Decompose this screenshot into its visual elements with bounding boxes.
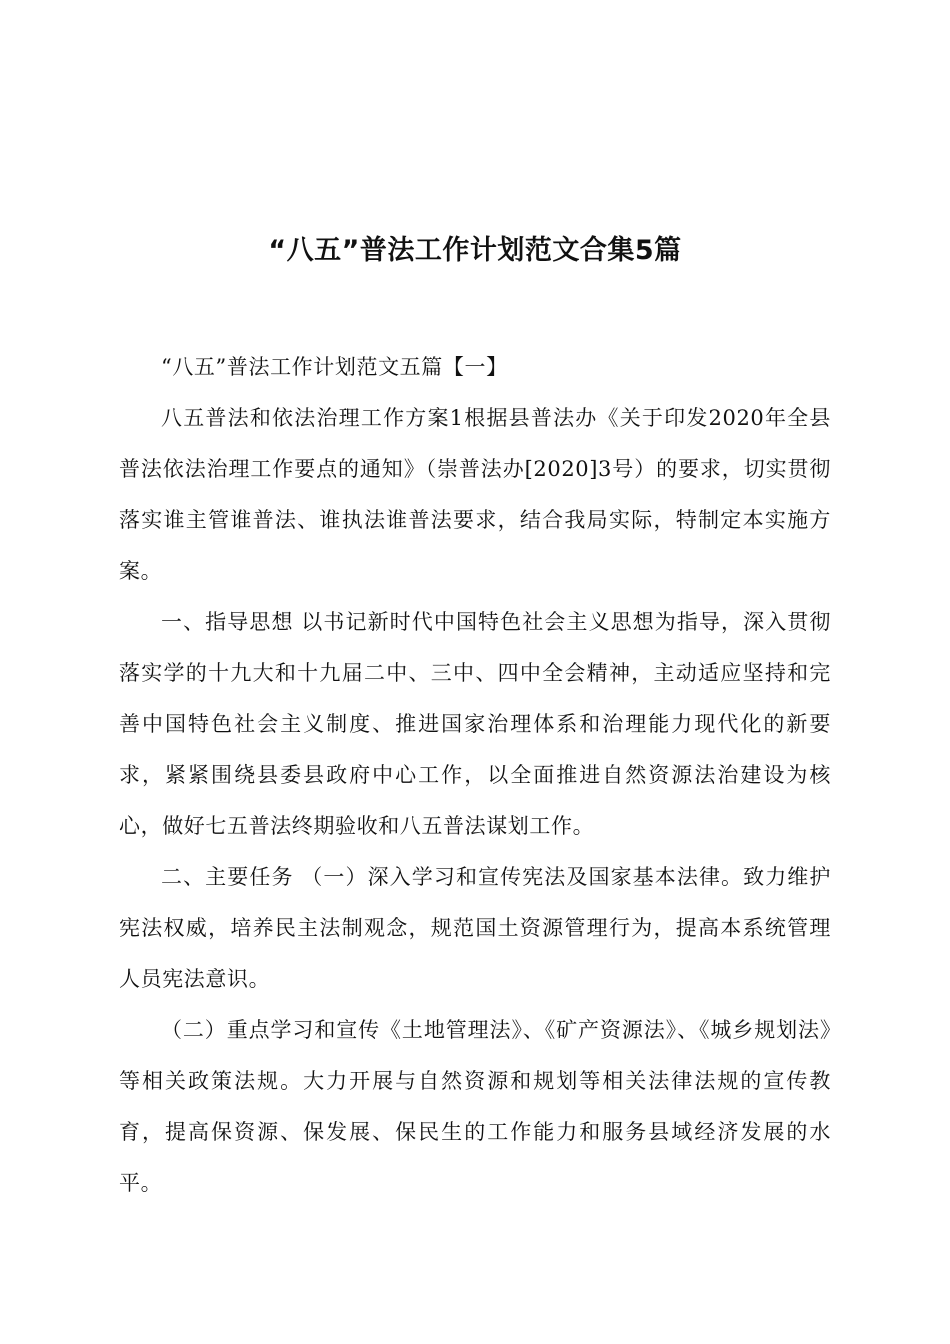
paragraph-guiding-thought: 一、指导思想 以书记新时代中国特色社会主义思想为指导，深入贯彻落实学的十九大和十九届二中、三中、四中全会精神，主动适应坚持和完善中国特色社会主义制度、推进国家治理体系和治理能力现代化的新要求，紧紧围绕县委县政府中心工作，以全面推进自然资源法治建设为核心，做好七五普法终期验收和八五普法谋划工作。 (119, 610, 831, 838)
document-title: “八五”普法工作计划范文合集5篇 (268, 235, 682, 266)
paragraph-main-tasks: 二、主要任务 （一）深入学习和宣传宪法及国家基本法律。致力维护宪法权威，培养民主法制观念，规范国土资源管理行为，提高本系统管理人员宪法意识。 (119, 865, 831, 991)
paragraph-key-laws: （二）重点学习和宣传《土地管理法》、《矿产资源法》、《城乡规划法》等相关政策法规。大力开展与自然资源和规划等相关法律法规的宣传教育，提高保资源、保发展、保民生的工作能力和服务县域经济发展的水平。 (119, 1018, 831, 1195)
document-body (119, 342, 831, 1209)
section-heading: “八五”普法工作计划范文五篇【一】 (161, 355, 508, 379)
paragraph-intro: 八五普法和依法治理工作方案1根据县普法办《关于印发2020年全县普法依法治理工作要点的通知》（崇普法办[2020]3号）的要求，切实贯彻落实谁主管谁普法、谁执法谁普法要求，结合我局实际，特制定本实施方案。 (119, 406, 831, 583)
